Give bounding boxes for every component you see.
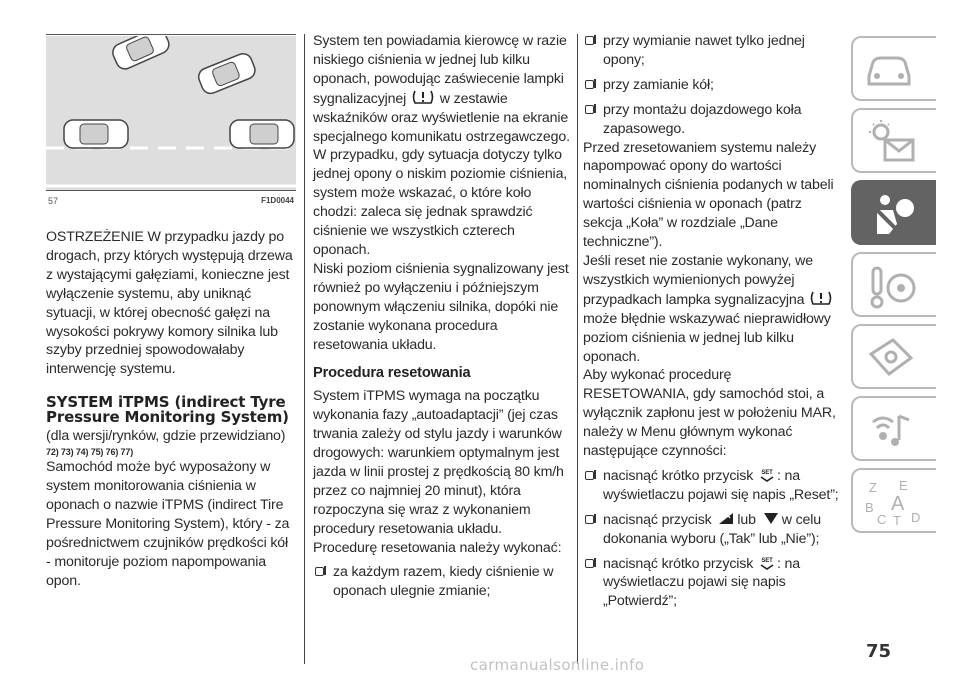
checkbox-bullet-icon — [315, 567, 324, 576]
bullet-text: przy montażu dojazdowego koła zapasowego. — [603, 101, 802, 137]
tab-index[interactable] — [851, 468, 936, 533]
intro-paragraph: Samochód może być wyposażony w system monitorowania ciśnienia w oponach o nazwie iTPMS (indirect Tire Pressure Monitoring System), który - za pośrednictwem czujników prędkości kół - monitoruje poziom napompowania opon. — [46, 459, 290, 589]
svg-text:E: E — [899, 478, 908, 493]
watermark: carmanualsonline.info — [470, 656, 645, 674]
page-number: 75 — [866, 641, 892, 662]
paragraph-reset-when: Procedurę resetowania należy wykonać: — [313, 539, 562, 556]
step-text: lub — [737, 511, 756, 528]
svg-text:SET: SET — [761, 469, 773, 476]
checkbox-bullet-icon — [585, 559, 594, 568]
checkbox-bullet-icon — [585, 471, 594, 480]
column-divider — [304, 34, 305, 664]
up-arrow-button-icon — [717, 511, 735, 526]
illustration-figure — [46, 36, 296, 190]
bullet-item — [583, 32, 841, 70]
checkbox-bullet-icon — [585, 515, 594, 524]
paragraph-notification-start: System ten powiadamia kierowcę w razie niskiego ciśnienia w jednej lub kilku oponach, powodując zaświecenie lampki sygnalizacyjnej — [313, 33, 567, 107]
chapter-tabs — [851, 36, 936, 540]
text-column-2 — [313, 32, 571, 601]
paragraph-low-pressure: Niski poziom ciśnienia sygnalizowany jest również po wyłączeniu i późniejszym ponownym włączeniu silnika, dopóki nie zostanie wykonana procedura resetowania układu. — [313, 260, 569, 353]
step-text: nacisnąć krótko przycisk — [603, 555, 754, 572]
paragraph-notification — [313, 32, 571, 146]
tyre-pressure-warning-icon — [412, 89, 434, 105]
column-divider — [577, 34, 578, 664]
step-text: nacisnąć przycisk — [603, 511, 712, 528]
multimedia-icon — [863, 406, 919, 456]
step-item — [583, 555, 841, 612]
index-icon — [863, 478, 927, 528]
tab-car-overview[interactable] — [851, 36, 936, 101]
step-text: w celu dokonania wyboru („Tak” lub „Nie”); — [603, 511, 822, 547]
down-arrow-button-icon — [762, 511, 780, 526]
set-button-icon — [759, 468, 775, 482]
steering-key-icon — [863, 262, 919, 312]
step-text: nacisnąć krótko przycisk — [603, 467, 754, 484]
step-text: : na wyświetlaczu pojawi się napis „Potwierdź”; — [603, 555, 801, 610]
text-column-1 — [46, 228, 296, 591]
tab-multimedia[interactable] — [851, 396, 936, 461]
svg-text:T: T — [893, 513, 901, 528]
bullet-text: przy zamianie kół; — [603, 76, 714, 93]
checkbox-bullet-icon — [585, 105, 594, 114]
paragraph-autoadaptation: System iTPMS wymaga na początku wykonania fazy „autoadaptacji” (jej czas trwania zależy od stylu jazdy i warunków drogowych: warunkiem optymalnym jest jazda w linii prostej z prędkością 80 km/h przez co najmniej 20 minut), która rozpoczyna się wraz z wykonaniem procedury resetowania układu. — [313, 388, 564, 537]
figure-code: F1D0044 — [261, 196, 294, 205]
text-column-3 — [583, 32, 841, 611]
section-title: SYSTEM iTPMS (indirect Tyre Pressure Monitoring System) — [46, 393, 289, 427]
svg-text:A: A — [891, 493, 905, 515]
bullet-item — [583, 76, 841, 95]
step-text: : na wyświetlaczu pojawi się napis „Reset”; — [603, 467, 839, 503]
reset-procedure-heading: Procedura resetowania — [313, 365, 471, 382]
svg-text:B: B — [865, 500, 874, 515]
svg-text:Z: Z — [869, 480, 877, 495]
set-button-icon — [759, 556, 775, 570]
warning-lights-icon — [863, 118, 919, 168]
tab-emergency[interactable] — [851, 324, 936, 389]
top-rule — [46, 34, 296, 35]
bullet-item — [583, 101, 841, 139]
airbag-seatbelt-icon — [863, 190, 919, 240]
paragraph-no-reset-end: może błędnie wskazywać nieprawidłowy poziom ciśnienia w jednej lub kilku oponach. — [583, 310, 831, 365]
step-item — [583, 467, 841, 505]
car-icon — [863, 46, 913, 94]
svg-text:SET: SET — [761, 557, 773, 564]
reference-numbers: 72) 73) 74) 75) 76) 77) — [46, 447, 134, 458]
paragraph-notification-end: w zestawie wskaźników oraz wyświetlenie na ekranie specjalnego komunikatu ostrzegawczego. — [313, 90, 570, 145]
section-subtitle: (dla wersji/rynków, gdzie przewidziano) — [46, 428, 286, 445]
svg-text:D: D — [911, 510, 921, 525]
bullet-text: za każdym razem, kiedy ciśnienie w oponach ulegnie zmianie; — [333, 564, 554, 600]
tab-safety[interactable] — [851, 180, 936, 245]
tab-warning-lights[interactable] — [851, 108, 936, 173]
warning-paragraph: OSTRZEŻENIE W przypadku jazdy po drogach, przy których występują drzewa z wystającymi gałęziami, konieczne jest wyłączenie systemu, aby uniknąć sytuacji, w której obecność gałęzi na wysokości pokrywy komory silnika lub szyby przedniej spowodowałaby interwencję systemu. — [46, 229, 293, 378]
svg-text:C: C — [877, 512, 887, 527]
step-item — [583, 511, 841, 549]
paragraph-inflate: Przed zresetowaniem systemu należy napompować opony do wartości nominalnych ciśnienia podanych w tabeli wartości ciśnienia w oponach (patrz sekcja „Koła” w rozdziale „Dane techniczne”). — [583, 139, 834, 251]
cars-on-road-illustration — [46, 36, 296, 190]
figure-caption — [46, 190, 296, 213]
checkbox-bullet-icon — [585, 36, 594, 45]
tab-starting-driving[interactable] — [851, 252, 936, 317]
toolbox-icon — [863, 334, 919, 384]
checkbox-bullet-icon — [585, 80, 594, 89]
paragraph-no-reset — [583, 252, 841, 366]
tyre-pressure-warning-icon — [810, 290, 832, 306]
figure-number: 57 — [48, 196, 59, 206]
paragraph-reset-instructions: Aby wykonać procedurę RESETOWANIA, gdy samochód stoi, a wyłącznik zapłonu jest w położeniu MAR, należy w Menu głównym wykonać następujące czynności: — [583, 367, 836, 460]
paragraph-no-reset-start: Jeśli reset nie zostanie wykonany, we wszystkich wymienionych powyżej przypadkach lampka sygnalizacyjna — [583, 252, 813, 308]
bullet-text: przy wymianie nawet tylko jednej opony; — [603, 33, 805, 68]
bullet-item — [313, 563, 571, 601]
paragraph-single-tyre: W przypadku, gdy sytuacja dotyczy tylko jednej opony o niskim poziomie ciśnienia, system może wskazać, o które koło chodzi: zaleca się jednak sprawdzić ciśnienie we wszystkich czterech oponach. — [313, 147, 568, 258]
